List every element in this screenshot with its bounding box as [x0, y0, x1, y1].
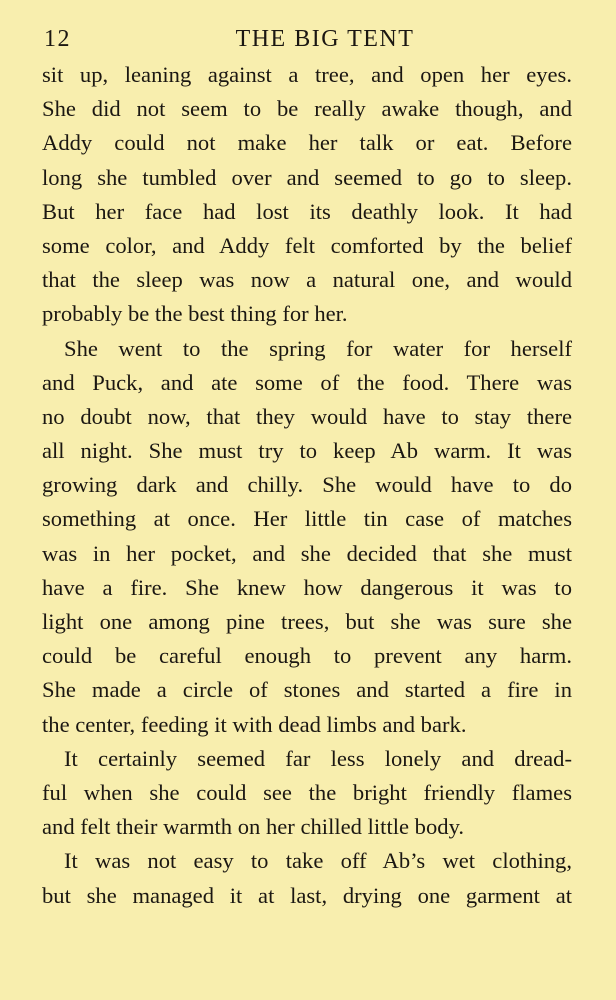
text-line: growing dark and chilly. She would have to do — [42, 472, 572, 498]
text-line: She went to the spring for water for herself — [64, 335, 572, 361]
text-line: It was not easy to take off Ab’s wet clothing, — [64, 848, 572, 874]
text-line: and felt their warmth on her chilled little body. — [42, 814, 465, 840]
text-line: was in her pocket, and she decided that she must — [42, 540, 572, 566]
page-header — [44, 22, 566, 58]
text-line: light one among pine trees, but she was sure she — [42, 609, 572, 634]
text-line: have a fire. She knew how dangerous it was to — [42, 574, 572, 600]
text-line: probably be the best thing for her. — [42, 301, 348, 327]
text-line: no doubt now, that they would have to stay there — [42, 403, 572, 429]
body-text — [42, 58, 572, 913]
text-line: but she managed it at last, drying one garment at — [42, 882, 572, 908]
text-line: that the sleep was now a natural one, and would — [42, 267, 572, 293]
text-line: some color, and Addy felt comforted by the belief — [42, 232, 572, 258]
text-line: ful when she could see the bright friendly flames — [42, 779, 572, 805]
text-line: She did not seem to be really awake though, and — [42, 96, 572, 122]
text-line: something at once. Her little tin case of matches — [42, 506, 572, 532]
text-line: sit up, leaning against a tree, and open her eyes. — [42, 62, 572, 87]
text-line: and Puck, and ate some of the food. There was — [42, 369, 572, 395]
text-line: long she tumbled over and seemed to go to sleep. — [42, 164, 572, 190]
text-line: It certainly seemed far less lonely and dread- — [64, 745, 572, 771]
text-line: all night. She must try to keep Ab warm. It was — [42, 438, 572, 464]
text-line: could be careful enough to prevent any harm. — [42, 643, 572, 669]
page-number: 12 — [44, 26, 71, 52]
text-line: Addy could not make her talk or eat. Before — [42, 130, 572, 156]
text-line: the center, feeding it with dead limbs and bark. — [42, 711, 467, 737]
text-line: But her face had lost its deathly look. It had — [42, 198, 572, 224]
text-line: She made a circle of stones and started a fire in — [42, 677, 572, 703]
running-head: THE BIG TENT — [235, 26, 415, 52]
